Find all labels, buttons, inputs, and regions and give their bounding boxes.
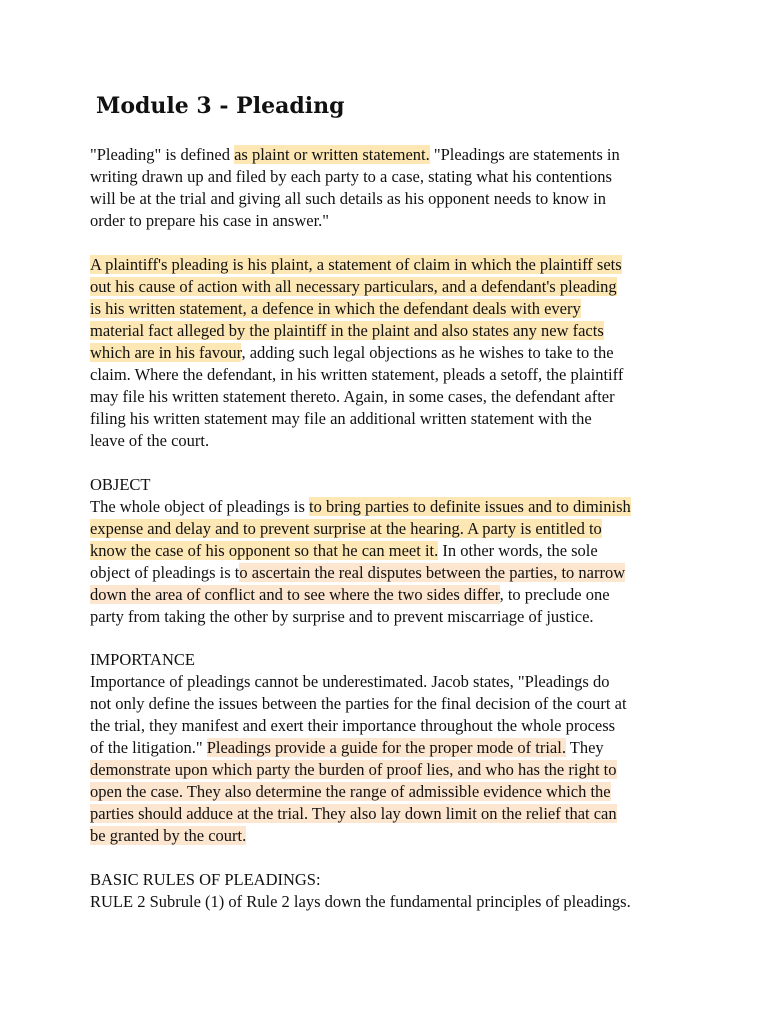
text-segment: the trial, they manifest and exert their importance throughout the whole process	[90, 716, 616, 735]
text-segment: order to prepare his case in answer."	[90, 211, 330, 230]
text-line	[90, 540, 690, 562]
text-line	[90, 562, 690, 584]
text-line	[90, 781, 690, 803]
text-segment: , to preclude one	[499, 585, 610, 604]
text-line	[90, 188, 690, 210]
highlighted-text: o ascertain the real disputes between the parties, to narrow	[239, 563, 626, 582]
text-line	[90, 386, 690, 408]
text-segment: Importance of pleadings cannot be underestimated. Jacob states, "Pleadings do	[90, 672, 610, 691]
text-segment: "Pleadings are statements in	[429, 145, 620, 164]
text-line	[90, 737, 690, 759]
highlighted-text: material fact alleged by the plaintiff in the plaint and also states any new facts	[90, 321, 604, 340]
text-line	[90, 364, 690, 386]
text-segment: may file his written statement thereto. Again, in some cases, the defendant after	[90, 387, 615, 406]
highlighted-text: expense and delay and to prevent surprise at the hearing. A party is entitled to	[90, 519, 602, 538]
page-title: Module 3 - Pleading	[96, 93, 345, 119]
text-line	[90, 825, 690, 847]
highlighted-text: know the case of his opponent so that he can meet it.	[90, 541, 439, 560]
text-line	[90, 803, 690, 825]
highlighted-text: to bring parties to definite issues and to diminish	[309, 497, 631, 516]
highlighted-text: out his cause of action with all necessary particulars,	[90, 277, 438, 296]
paragraph-basic-rules	[90, 869, 690, 913]
text-line	[90, 606, 690, 628]
paragraph-object	[90, 474, 690, 628]
text-segment: will be at the trial and giving all such details as his opponent needs to know in	[90, 189, 606, 208]
text-line	[90, 254, 690, 276]
text-segment: party from taking the other by surprise and to prevent miscarriage of justice.	[90, 607, 594, 626]
text-line	[90, 430, 690, 452]
highlighted-text: Pleadings provide a guide for the proper mode of trial.	[206, 738, 566, 757]
text-line	[90, 276, 690, 298]
paragraph-importance	[90, 649, 690, 847]
text-segment: BASIC RULES OF PLEADINGS:	[90, 870, 321, 889]
highlighted-text: be granted by the court.	[90, 826, 247, 845]
text-line	[90, 518, 690, 540]
text-line	[90, 210, 690, 232]
highlighted-text: which are in his favour	[90, 343, 242, 362]
text-segment: , adding such legal objections as he wishes to take to the	[241, 343, 614, 362]
text-line	[90, 474, 690, 496]
text-line	[90, 166, 690, 188]
text-segment: In other words, the sole	[438, 541, 598, 560]
highlighted-text: A plaintiff's pleading is his plaint, a statement of claim in which the plaintiff sets	[90, 255, 622, 274]
text-line	[90, 715, 690, 737]
text-line	[90, 408, 690, 430]
paragraph-definition	[90, 144, 690, 232]
text-line	[90, 891, 690, 913]
text-segment: object of pleadings is t	[90, 563, 240, 582]
text-line	[90, 144, 690, 166]
text-segment: OBJECT	[90, 475, 151, 494]
text-line	[90, 671, 690, 693]
text-line	[90, 693, 690, 715]
text-line	[90, 759, 690, 781]
text-line	[90, 342, 690, 364]
text-segment: leave of the court.	[90, 431, 210, 450]
text-line	[90, 584, 690, 606]
highlighted-text: as plaint or written statement.	[234, 145, 430, 164]
paragraph-plaint	[90, 254, 690, 452]
text-segment: filing his written statement may file an additional written statement with the	[90, 409, 592, 428]
text-segment: writing drawn up and filed by each party to a case, stating what his contentions	[90, 167, 612, 186]
highlighted-text: and a defendant's pleading	[437, 277, 617, 296]
text-segment: They	[565, 738, 604, 757]
text-segment: The whole object of pleadings is	[90, 497, 310, 516]
highlighted-text: is his written statement, a defence in which the defendant deals with every	[90, 299, 581, 318]
highlighted-text: down the area of conflict and to see where the two sides differ	[90, 585, 500, 604]
text-segment: not only define the issues between the parties for the final decision of the court at	[90, 694, 627, 713]
text-segment: claim. Where the defendant, in his written statement, pleads a setoff, the plaintiff	[90, 365, 624, 384]
text-line	[90, 649, 690, 671]
highlighted-text: demonstrate upon which party the burden of proof lies, and who has the right to	[90, 760, 617, 779]
highlighted-text: parties should adduce at the trial. They also lay down limit on the relief that can	[90, 804, 617, 823]
text-segment: "Pleading" is defined	[90, 145, 235, 164]
text-line	[90, 298, 690, 320]
text-line	[90, 320, 690, 342]
text-segment: of the litigation."	[90, 738, 207, 757]
text-segment: RULE 2 Subrule (1) of Rule 2 lays down the fundamental principles of pleadings.	[90, 892, 631, 911]
text-line	[90, 496, 690, 518]
highlighted-text: open the case. They also determine the range of admissible evidence which the	[90, 782, 611, 801]
text-segment: IMPORTANCE	[90, 650, 195, 669]
text-line	[90, 869, 690, 891]
